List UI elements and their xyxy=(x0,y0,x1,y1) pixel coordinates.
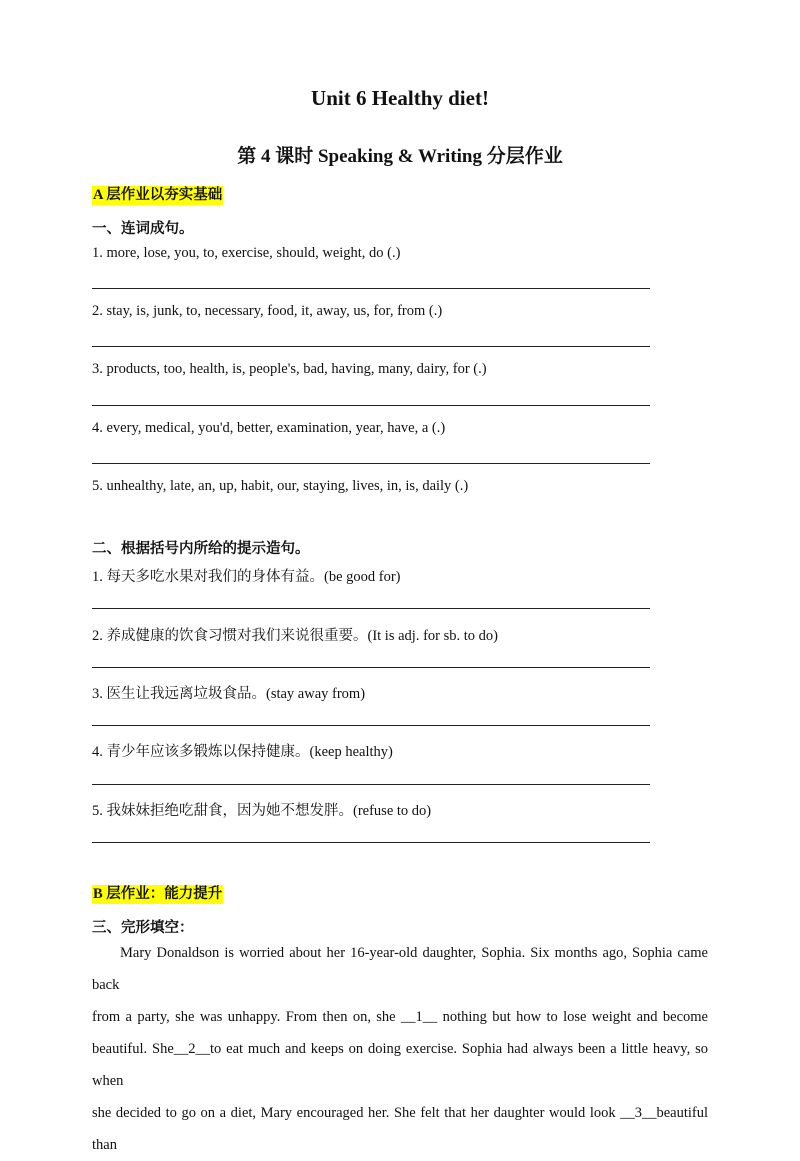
part1-question-5: 5. unhealthy, late, an, up, habit, our, staying, lives, in, is, daily (.) xyxy=(92,478,469,494)
part2-question-4: 4. 青少年应该多锻炼以保持健康。(keep healthy) xyxy=(92,744,393,760)
passage-line: from a party, she was unhappy. From then on, she __1__ nothing but how to lose weight and become xyxy=(92,1009,708,1025)
answer-line xyxy=(92,463,650,464)
part1-question-2: 2. stay, is, junk, to, necessary, food, it, away, us, for, from (.) xyxy=(92,303,443,319)
part2-question-2: 2. 养成健康的饮食习惯对我们来说很重要。(It is adj. for sb. to do) xyxy=(92,628,498,644)
part2-question-1: 1. 每天多吃水果对我们的身体有益。(be good for) xyxy=(92,569,401,585)
answer-line xyxy=(92,667,650,668)
part1-question-1: 1. more, lose, you, to, exercise, should, weight, do (.) xyxy=(92,245,401,261)
answer-line xyxy=(92,346,650,347)
part2-heading: 二、根据括号内所给的提示造句。 xyxy=(92,541,310,557)
answer-line xyxy=(92,784,650,785)
answer-line xyxy=(92,288,650,289)
answer-line xyxy=(92,725,650,726)
part2-question-5: 5. 我妹妹拒绝吃甜食，因为她不想发胖。(refuse to do) xyxy=(92,803,432,819)
section-b-tag: B 层作业：能力提升 xyxy=(93,886,223,902)
part1-heading: 一、连词成句。 xyxy=(92,221,194,237)
section-a-tag: A 层作业以夯实基础 xyxy=(93,187,223,203)
passage-line: Mary Donaldson is worried about her 16-year-old daughter, Sophia. Six months ago, Sophia came back xyxy=(92,945,708,993)
part2-question-3: 3. 医生让我远离垃圾食品。(stay away from) xyxy=(92,686,366,702)
part1-question-3: 3. products, too, health, is, people's, bad, having, many, dairy, for (.) xyxy=(92,361,487,377)
answer-line xyxy=(92,842,650,843)
part3-heading: 三、完形填空： xyxy=(92,920,194,936)
passage-line: she decided to go on a diet, Mary encouraged her. She felt that her daughter would look __3__beautiful than xyxy=(92,1105,708,1153)
part1-question-4: 4. every, medical, you'd, better, examination, year, have, a (.) xyxy=(92,420,446,436)
answer-line xyxy=(92,405,650,406)
answer-line xyxy=(92,608,650,609)
cloze-passage xyxy=(92,937,708,1161)
document-subtitle: 第 4 课时 Speaking & Writing 分层作业 xyxy=(237,146,563,167)
document-title: Unit 6 Healthy diet! xyxy=(311,86,489,110)
passage-line: beautiful. She__2__to eat much and keeps on doing exercise. Sophia had always been a little heavy, so when xyxy=(92,1041,708,1089)
